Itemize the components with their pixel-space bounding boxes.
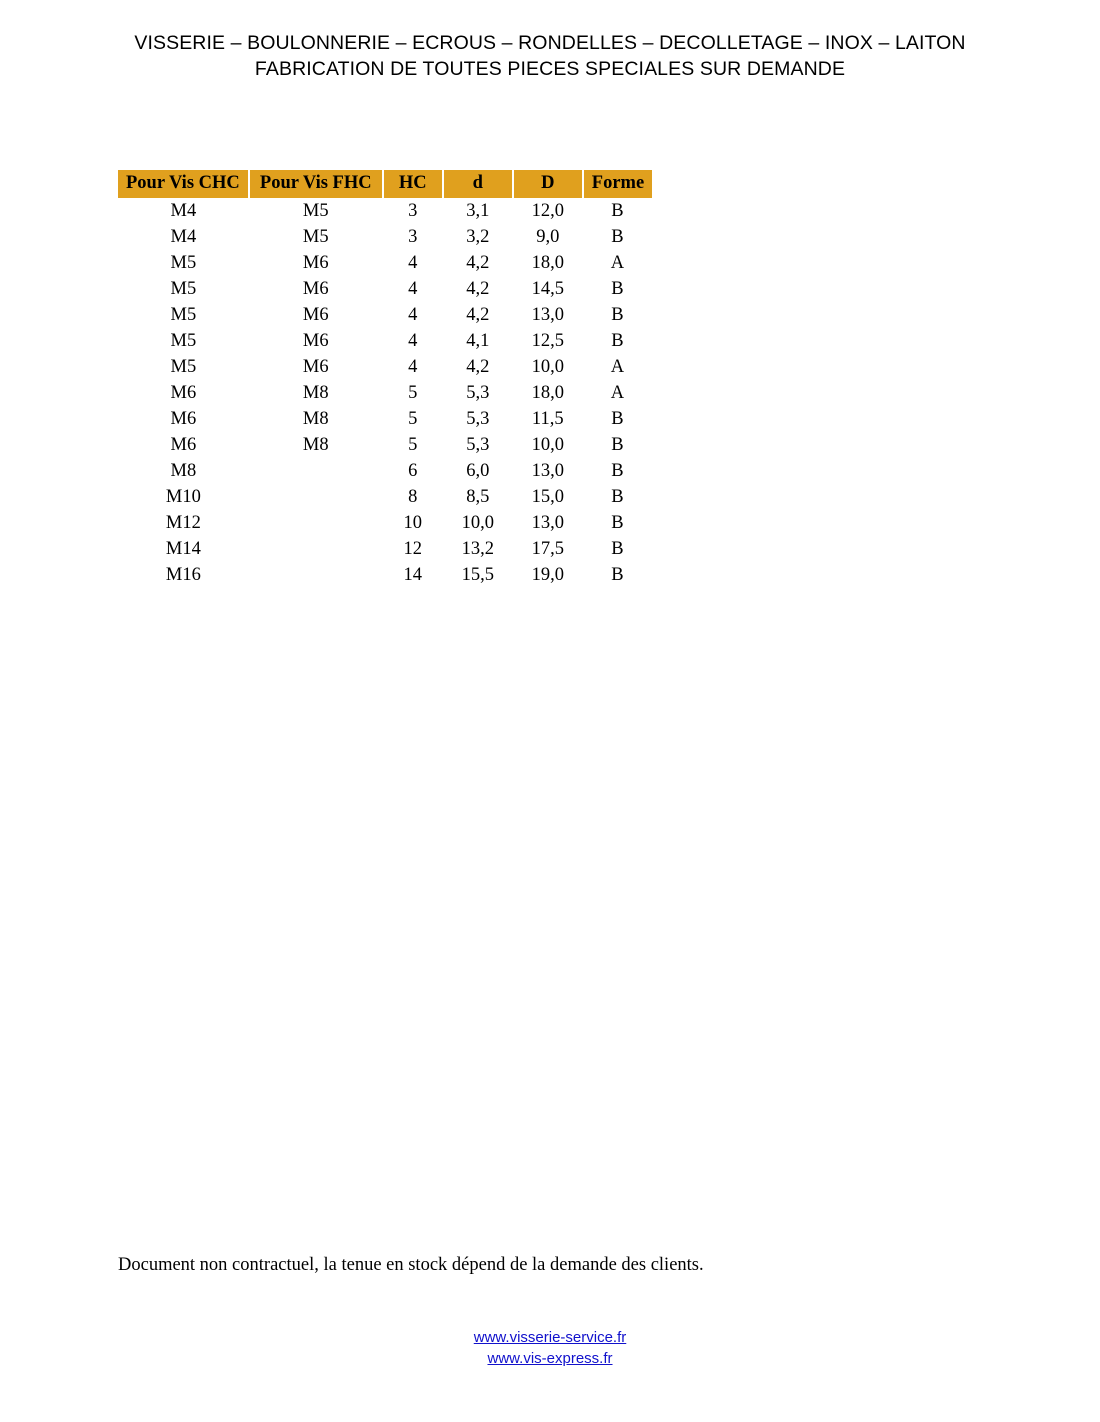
cell-d-upper: 12,0 [531, 201, 564, 221]
column-header-d-upper: D [513, 170, 583, 198]
table-row [118, 536, 652, 562]
cell-d-upper: 15,0 [531, 487, 564, 507]
cell-pour-vis-fhc [249, 458, 383, 484]
cell-hc: 5 [408, 383, 418, 403]
cell-d-upper: 19,0 [531, 565, 564, 585]
cell-pour-vis-chc: M16 [165, 565, 201, 585]
cell-hc: 4 [408, 357, 418, 377]
cell-pour-vis-chc: M6 [170, 383, 197, 403]
cell-pour-vis-chc: M4 [170, 227, 197, 247]
cell-pour-vis-fhc: M8 [302, 383, 329, 403]
cell-hc: 4 [408, 305, 418, 325]
table-row [118, 432, 652, 458]
cell-d-upper: 18,0 [531, 253, 564, 273]
cell-forme: A [610, 253, 625, 273]
cell-hc: 3 [408, 227, 418, 247]
cell-hc: 14 [403, 565, 423, 585]
cell-d-upper: 10,0 [531, 435, 564, 455]
table-row [118, 198, 652, 224]
cell-forme: B [611, 461, 624, 481]
cell-forme: B [611, 487, 624, 507]
cell-pour-vis-chc: M5 [170, 279, 197, 299]
header-line-2: FABRICATION DE TOUTES PIECES SPECIALES SUR DEMANDE [254, 58, 846, 80]
cell-d-lower: 3,2 [466, 227, 490, 247]
table-row [118, 458, 652, 484]
cell-pour-vis-chc: M10 [165, 487, 201, 507]
cell-pour-vis-fhc [249, 510, 383, 536]
cell-forme: B [611, 305, 624, 325]
cell-pour-vis-chc: M6 [170, 435, 197, 455]
specifications-table [118, 170, 652, 588]
table-row [118, 484, 652, 510]
cell-d-lower: 10,0 [461, 513, 494, 533]
cell-forme: B [611, 409, 624, 429]
table-row [118, 562, 652, 588]
cell-pour-vis-fhc: M5 [302, 227, 329, 247]
table-row [118, 354, 652, 380]
table-header-row [118, 170, 652, 198]
cell-pour-vis-chc: M4 [170, 201, 197, 221]
cell-pour-vis-fhc [249, 536, 383, 562]
cell-d-lower: 5,3 [466, 383, 490, 403]
cell-pour-vis-fhc: M6 [302, 279, 329, 299]
cell-hc: 6 [408, 461, 418, 481]
cell-forme: B [611, 201, 624, 221]
table-row [118, 406, 652, 432]
cell-d-lower: 3,1 [466, 201, 490, 221]
table-row [118, 276, 652, 302]
table-row [118, 510, 652, 536]
cell-d-upper: 13,0 [531, 513, 564, 533]
cell-forme: B [611, 565, 624, 585]
cell-d-lower: 4,1 [466, 331, 490, 351]
cell-d-upper: 13,0 [531, 305, 564, 325]
footer-links [0, 1327, 1100, 1369]
table-row [118, 328, 652, 354]
disclaimer-note: Document non contractuel, la tenue en stock dépend de la demande des clients. [118, 1255, 704, 1275]
cell-forme: B [611, 279, 624, 299]
cell-d-lower: 5,3 [466, 409, 490, 429]
cell-pour-vis-fhc: M6 [302, 305, 329, 325]
cell-pour-vis-fhc: M6 [302, 357, 329, 377]
page-header [0, 30, 1100, 82]
column-header-d-lower: d [443, 170, 513, 198]
column-header-pour-vis-fhc: Pour Vis FHC [249, 170, 383, 198]
cell-pour-vis-chc: M5 [170, 253, 197, 273]
cell-pour-vis-chc: M5 [170, 331, 197, 351]
cell-d-upper: 18,0 [531, 383, 564, 403]
cell-pour-vis-fhc: M5 [302, 201, 329, 221]
cell-d-upper: 9,0 [536, 227, 560, 247]
cell-pour-vis-chc: M12 [165, 513, 201, 533]
cell-d-upper: 14,5 [531, 279, 564, 299]
cell-hc: 5 [408, 409, 418, 429]
column-header-forme: Forme [583, 170, 652, 198]
cell-d-lower: 4,2 [466, 305, 490, 325]
cell-pour-vis-chc: M14 [165, 539, 201, 559]
cell-hc: 3 [408, 201, 418, 221]
cell-forme: B [611, 227, 624, 247]
cell-d-lower: 13,2 [461, 539, 494, 559]
table-row [118, 250, 652, 276]
cell-d-upper: 13,0 [531, 461, 564, 481]
table-body [118, 198, 652, 588]
cell-pour-vis-fhc: M8 [302, 435, 329, 455]
cell-forme: B [611, 331, 624, 351]
table-row [118, 380, 652, 406]
cell-hc: 4 [408, 279, 418, 299]
cell-pour-vis-chc: M8 [170, 461, 197, 481]
cell-pour-vis-chc: M5 [170, 357, 197, 377]
link-vis-express[interactable]: www.vis-express.fr [487, 1350, 613, 1367]
cell-d-lower: 5,3 [466, 435, 490, 455]
table-header [118, 170, 652, 198]
link-visserie-service[interactable]: www.visserie-service.fr [473, 1329, 627, 1346]
column-header-pour-vis-chc: Pour Vis CHC [118, 170, 249, 198]
cell-hc: 8 [408, 487, 418, 507]
cell-forme: B [611, 513, 624, 533]
header-line-1: VISSERIE – BOULONNERIE – ECROUS – RONDELLES – DECOLLETAGE – INOX – LAITON [134, 32, 966, 54]
cell-hc: 12 [403, 539, 423, 559]
cell-d-lower: 4,2 [466, 279, 490, 299]
cell-forme: A [610, 357, 625, 377]
cell-d-lower: 8,5 [466, 487, 490, 507]
cell-pour-vis-chc: M6 [170, 409, 197, 429]
cell-forme: A [610, 383, 625, 403]
cell-pour-vis-fhc: M8 [302, 409, 329, 429]
cell-hc: 4 [408, 253, 418, 273]
cell-d-upper: 12,5 [531, 331, 564, 351]
cell-pour-vis-chc: M5 [170, 305, 197, 325]
cell-pour-vis-fhc: M6 [302, 331, 329, 351]
table-row [118, 302, 652, 328]
cell-d-lower: 15,5 [461, 565, 494, 585]
cell-d-upper: 10,0 [531, 357, 564, 377]
cell-forme: B [611, 539, 624, 559]
cell-hc: 4 [408, 331, 418, 351]
cell-d-lower: 4,2 [466, 253, 490, 273]
cell-pour-vis-fhc [249, 484, 383, 510]
table-row [118, 224, 652, 250]
cell-d-lower: 6,0 [466, 461, 490, 481]
cell-hc: 10 [403, 513, 423, 533]
cell-d-upper: 17,5 [531, 539, 564, 559]
cell-d-lower: 4,2 [466, 357, 490, 377]
cell-forme: B [611, 435, 624, 455]
cell-d-upper: 11,5 [531, 409, 564, 429]
cell-hc: 5 [408, 435, 418, 455]
column-header-hc: HC [383, 170, 443, 198]
cell-pour-vis-fhc: M6 [302, 253, 329, 273]
cell-pour-vis-fhc [249, 562, 383, 588]
